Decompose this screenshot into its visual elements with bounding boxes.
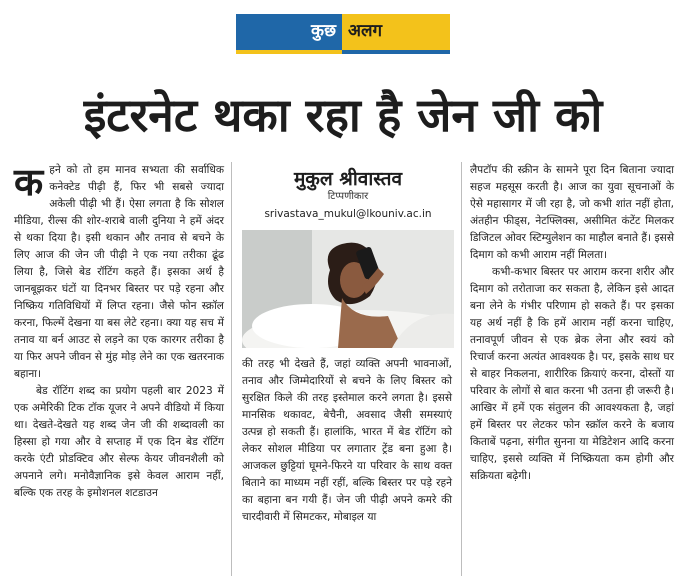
- column-divider: [231, 162, 232, 576]
- woman-on-bed-illustration: [242, 230, 454, 348]
- section-tag: [236, 14, 450, 50]
- headline: इंटरनेट थका रहा है जेन जी को: [83, 88, 603, 142]
- section-tag-right: [342, 14, 450, 50]
- byline: [242, 168, 454, 222]
- author-name: मुकुल श्रीवास्तव: [293, 168, 403, 190]
- dropcap: क: [14, 160, 44, 204]
- paragraph: की तरह भी देखते हैं, जहां व्यक्ति अपनी भावनाओं, तनाव और जिम्मेदारियों से बचने के लिए बिस्तर को सुरक्षित किले की तरह इस्तेमाल करने लगता है। इससे मानसिक थकावट, बेचैनी, अवसाद जैसी समस्याएं उत्पन्न हो सकती हैं। हालांकि, भारत में बेड रॉटिंग को लेकर सोशल मीडिया पर लगातार ट्रेंड बना हुआ है। आजकल छुट्टियां घूमने-फिरने या परिवार के साथ वक्त बिताने का माध्यम नहीं रहीं, बल्कि बिस्तर पर पड़े रहने का बहाना बन गयी हैं। जेन जी पीढ़ी अपने कमरे की चारदीवारी में सिमटकर, मोबाइल या: [242, 358, 452, 523]
- author-email: srivastava_mukul@lkouniv.ac.in: [264, 208, 432, 220]
- tag-underline: [236, 50, 342, 54]
- section-tag-left-label: कुछ: [311, 21, 336, 41]
- paragraph-text: हने को तो हम मानव सभ्यता की सर्वाधिक कनेक्टेड पीढ़ी हैं, फिर भी सबसे ज्यादा अकेली पीढ़ी भी हैं। ऐसा लगता है कि सोशल मीडिया, रील्स की शोर-शराबे वाली दुनिया ने हमें अंदर से थका दिया है। इसी थकान और तनाव से बचने के लिए आज की जेन जी पीढ़ी ने एक नया तरीका ढूंढ लिया है, जिसे बेड रॉटिंग कहते हैं। इसका अर्थ है जानबूझकर घंटों या दिनभर बिस्तर पर पड़े रहना और निष्क्रिय गतिविधियों में लिप्त रहना। जैसे फोन स्क्रॉल करना, फिल्में देखना या बस लेटे रहना। क्या यह सच में तनाव या बर्न आउट से लड़ने का एक कारगर तरीका है या फिर अपने जीवन से मुंह मोड़ लेने का एक खतरनाक बहाना।: [14, 164, 224, 380]
- paragraph: कभी-कभार बिस्तर पर आराम करना शरीर और दिमाग को तरोताजा कर सकता है, लेकिन इसे आदत बना लेने के गंभीर परिणाम हो सकते हैं। पर इसका यह अर्थ नहीं है कि हमें आराम नहीं करना चाहिए, तनावपूर्ण जीवन से एक ब्रेक लेना और स्वयं को रिचार्ज करना अत्यंत आवश्यक है। पर, इसके साथ घर से बाहर निकलना, शारीरिक क्रियाएं करना, दोस्तों या परिवार के लोगों से बात करना भी उतना ही जरूरी है। आखिर में हमें एक संतुलन की आवश्यकता है, जहां हमें बिस्तर पर लेटकर फोन स्क्रॉल करने के बजाय किताबें पढ़ना, संगीत सुनना या मेडिटेशन आदि करना चाहिए, इससे व्यक्ति में निष्क्रियता कम होगी और सक्रियता बढ़ेगी।: [470, 266, 674, 482]
- column-divider: [461, 162, 462, 576]
- article-column-1: [14, 162, 224, 502]
- section-tag-left: [236, 14, 342, 50]
- paragraph: लैपटॉप की स्क्रीन के सामने पूरा दिन बिताना ज्यादा सहज महसूस करती है। आज का युवा सूचनाओं के ऐसे महासागर में जी रहा है, जो कभी शांत नहीं होता, अंतहीन फीड्स, नेटफ्लिक्स, असीमित कंटेंट मिलकर डिजिटल ओवर स्टिम्युलेशन का माहौल बनाते हैं। इससे दिमाग को कभी आराम नहीं मिलता।: [470, 164, 674, 261]
- article-photo: [242, 230, 454, 348]
- section-tag-right-label: अलग: [348, 21, 383, 41]
- tag-underline-shadow: [342, 50, 450, 54]
- article-column-3: [470, 162, 674, 485]
- paragraph: बेड रॉटिंग शब्द का प्रयोग पहली बार 2023 में एक अमेरिकी टिक टॉक यूजर ने अपने वीडियो में किया था। देखते-देखते यह शब्द जेन जी की शब्दावली का हिस्सा हो गया और वे सप्ताह में एक दिन बेड रॉटिंग करके एंटी प्रोडक्टिव और सेल्फ केयर जीवनशैली को अपनाने लगे। मनोवैज्ञानिक इसे केवल आराम नहीं, बल्कि एक तरह के इमोशनल शटडाउन: [14, 385, 224, 499]
- paragraph: [14, 162, 224, 383]
- article-column-2: [242, 356, 452, 526]
- author-role: टिप्पणीकार: [327, 191, 369, 202]
